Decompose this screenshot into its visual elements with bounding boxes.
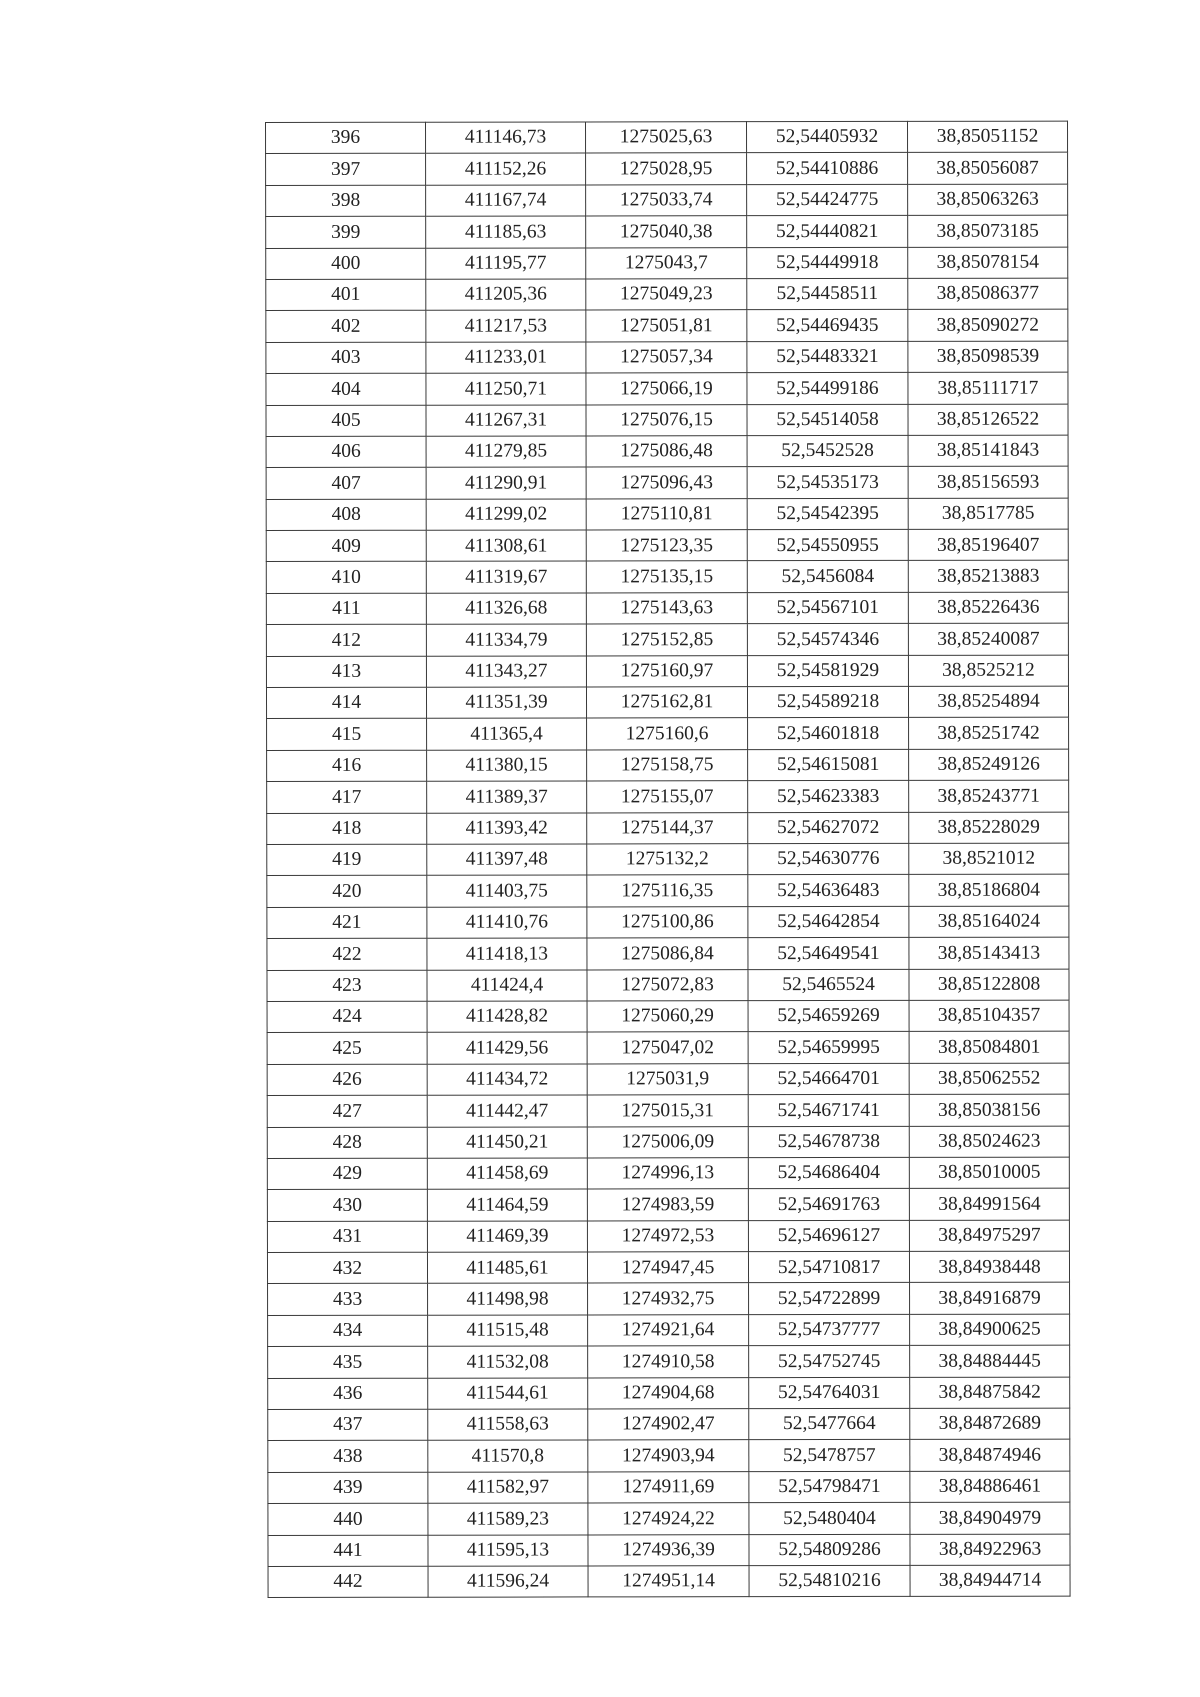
longitude-cell: 38,85086377: [908, 278, 1068, 310]
longitude-cell: 38,85196407: [908, 529, 1068, 561]
y-coordinate-cell: 1274911,69: [588, 1471, 749, 1503]
table-row: [268, 1314, 1070, 1347]
table-row: [268, 1408, 1070, 1441]
longitude-cell: 38,84904979: [910, 1502, 1070, 1534]
point-number-cell: 411: [266, 593, 426, 625]
y-coordinate-cell: 1275031,9: [587, 1063, 748, 1095]
longitude-cell: 38,85243771: [909, 780, 1069, 812]
longitude-cell: 38,85164024: [909, 906, 1069, 938]
longitude-cell: 38,85226436: [908, 592, 1068, 624]
latitude-cell: 52,54722899: [749, 1283, 910, 1315]
point-number-cell: 432: [267, 1252, 427, 1284]
x-coordinate-cell: 411397,48: [427, 844, 587, 876]
longitude-cell: 38,8525212: [908, 655, 1068, 687]
point-number-cell: 416: [267, 750, 427, 782]
longitude-cell: 38,85141843: [908, 435, 1068, 467]
point-number-cell: 412: [266, 624, 426, 656]
longitude-cell: 38,84874946: [910, 1440, 1070, 1472]
y-coordinate-cell: 1275144,37: [587, 812, 748, 844]
longitude-cell: 38,84944714: [910, 1565, 1070, 1597]
latitude-cell: 52,54630776: [748, 843, 909, 875]
longitude-cell: 38,84975297: [909, 1220, 1069, 1252]
y-coordinate-cell: 1274996,13: [587, 1158, 748, 1190]
x-coordinate-cell: 411558,63: [428, 1409, 588, 1441]
longitude-cell: 38,85213883: [908, 561, 1068, 593]
table-row: [266, 404, 1068, 437]
y-coordinate-cell: 1275006,09: [587, 1126, 748, 1158]
longitude-cell: 38,85078154: [908, 247, 1068, 279]
table-row: [266, 529, 1068, 562]
point-number-cell: 428: [267, 1127, 427, 1159]
point-number-cell: 417: [267, 781, 427, 813]
longitude-cell: 38,85098539: [908, 341, 1068, 373]
x-coordinate-cell: 411442,47: [427, 1095, 587, 1127]
table-row: [267, 1188, 1069, 1221]
latitude-cell: 52,5477664: [749, 1408, 910, 1440]
table-row: [268, 1440, 1070, 1473]
point-number-cell: 418: [267, 813, 427, 845]
latitude-cell: 52,5478757: [749, 1440, 910, 1472]
table-row: [267, 1220, 1069, 1253]
x-coordinate-cell: 411393,42: [427, 813, 587, 845]
longitude-cell: 38,85186804: [909, 874, 1069, 906]
point-number-cell: 399: [266, 216, 426, 248]
table-row: [268, 1377, 1070, 1410]
x-coordinate-cell: 411290,91: [426, 467, 586, 499]
latitude-cell: 52,54550955: [747, 529, 908, 561]
latitude-cell: 52,54410886: [747, 153, 908, 185]
x-coordinate-cell: 411389,37: [427, 781, 587, 813]
table-row: [267, 1126, 1069, 1159]
table-row: [268, 1565, 1070, 1598]
x-coordinate-cell: 411485,61: [427, 1252, 587, 1284]
point-number-cell: 441: [268, 1535, 428, 1567]
longitude-cell: 38,85111717: [908, 372, 1068, 404]
y-coordinate-cell: 1274932,75: [588, 1283, 749, 1315]
latitude-cell: 52,54671741: [748, 1094, 909, 1126]
x-coordinate-cell: 411515,48: [428, 1315, 588, 1347]
longitude-cell: 38,85251742: [909, 718, 1069, 750]
coordinates-table-body: [266, 121, 1071, 1598]
x-coordinate-cell: 411326,68: [426, 593, 586, 625]
x-coordinate-cell: 411308,61: [426, 530, 586, 562]
latitude-cell: 52,54696127: [748, 1220, 909, 1252]
latitude-cell: 52,54659269: [748, 1000, 909, 1032]
y-coordinate-cell: 1275143,63: [586, 593, 747, 625]
latitude-cell: 52,54567101: [747, 592, 908, 624]
table-row: [267, 1094, 1069, 1127]
latitude-cell: 52,54659995: [748, 1032, 909, 1064]
longitude-cell: 38,84938448: [909, 1251, 1069, 1283]
x-coordinate-cell: 411167,74: [426, 185, 586, 217]
x-coordinate-cell: 411532,08: [428, 1346, 588, 1378]
latitude-cell: 52,54469435: [747, 310, 908, 342]
latitude-cell: 52,54649541: [748, 938, 909, 970]
y-coordinate-cell: 1275116,35: [587, 875, 748, 907]
table-row: [266, 435, 1068, 468]
table-row: [266, 215, 1068, 248]
y-coordinate-cell: 1274903,94: [588, 1440, 749, 1472]
y-coordinate-cell: 1275096,43: [586, 467, 747, 499]
point-number-cell: 430: [267, 1189, 427, 1221]
longitude-cell: 38,84922963: [910, 1534, 1070, 1566]
table-row: [266, 592, 1068, 625]
longitude-cell: 38,85084801: [909, 1031, 1069, 1063]
latitude-cell: 52,54686404: [748, 1157, 909, 1189]
latitude-cell: 52,5452528: [747, 435, 908, 467]
longitude-cell: 38,84875842: [910, 1377, 1070, 1409]
longitude-cell: 38,85090272: [908, 309, 1068, 341]
latitude-cell: 52,54499186: [747, 373, 908, 405]
latitude-cell: 52,54710817: [748, 1251, 909, 1283]
point-number-cell: 427: [267, 1095, 427, 1127]
table-row: [267, 843, 1069, 876]
point-number-cell: 420: [267, 876, 427, 908]
x-coordinate-cell: 411418,13: [427, 938, 587, 970]
table-row: [266, 498, 1068, 531]
point-number-cell: 435: [268, 1346, 428, 1378]
x-coordinate-cell: 411464,59: [427, 1189, 587, 1221]
longitude-cell: 38,84886461: [910, 1471, 1070, 1503]
latitude-cell: 52,54615081: [748, 749, 909, 781]
table-row: [267, 1031, 1069, 1064]
latitude-cell: 52,54405932: [747, 121, 908, 153]
latitude-cell: 52,54678738: [748, 1126, 909, 1158]
table-row: [266, 466, 1068, 499]
x-coordinate-cell: 411205,36: [426, 279, 586, 311]
point-number-cell: 425: [267, 1033, 427, 1065]
table-row: [266, 309, 1068, 342]
longitude-cell: 38,85126522: [908, 404, 1068, 436]
y-coordinate-cell: 1274951,14: [588, 1566, 749, 1598]
point-number-cell: 415: [267, 719, 427, 751]
longitude-cell: 38,85122808: [909, 969, 1069, 1001]
table-row: [268, 1345, 1070, 1378]
y-coordinate-cell: 1275033,74: [586, 184, 747, 216]
table-row: [266, 184, 1068, 217]
y-coordinate-cell: 1274924,22: [588, 1503, 749, 1535]
latitude-cell: 52,54809286: [749, 1534, 910, 1566]
table-row: [267, 1000, 1069, 1033]
x-coordinate-cell: 411343,27: [426, 656, 586, 688]
x-coordinate-cell: 411410,76: [427, 907, 587, 939]
y-coordinate-cell: 1275135,15: [586, 561, 747, 593]
y-coordinate-cell: 1275123,35: [586, 530, 747, 562]
table-row: [267, 937, 1069, 970]
point-number-cell: 413: [266, 656, 426, 688]
table-row: [266, 561, 1068, 594]
point-number-cell: 400: [266, 248, 426, 280]
point-number-cell: 421: [267, 907, 427, 939]
y-coordinate-cell: 1275158,75: [587, 749, 748, 781]
latitude-cell: 52,54514058: [747, 404, 908, 436]
point-number-cell: 433: [268, 1284, 428, 1316]
table-row: [268, 1534, 1070, 1567]
y-coordinate-cell: 1275043,7: [586, 247, 747, 279]
longitude-cell: 38,85073185: [908, 215, 1068, 247]
point-number-cell: 407: [266, 468, 426, 500]
y-coordinate-cell: 1275152,85: [586, 624, 747, 656]
latitude-cell: 52,54535173: [747, 467, 908, 499]
x-coordinate-cell: 411434,72: [427, 1064, 587, 1096]
y-coordinate-cell: 1275110,81: [586, 498, 747, 530]
x-coordinate-cell: 411279,85: [426, 436, 586, 468]
longitude-cell: 38,84884445: [910, 1345, 1070, 1377]
point-number-cell: 405: [266, 405, 426, 437]
point-number-cell: 403: [266, 342, 426, 374]
y-coordinate-cell: 1275051,81: [586, 310, 747, 342]
latitude-cell: 52,54691763: [748, 1189, 909, 1221]
point-number-cell: 410: [266, 562, 426, 594]
y-coordinate-cell: 1275028,95: [586, 153, 747, 185]
longitude-cell: 38,84916879: [910, 1283, 1070, 1315]
table-row: [266, 152, 1068, 185]
latitude-cell: 52,54737777: [749, 1314, 910, 1346]
latitude-cell: 52,54581929: [747, 655, 908, 687]
x-coordinate-cell: 411380,15: [427, 750, 587, 782]
x-coordinate-cell: 411589,23: [428, 1503, 588, 1535]
table-row: [266, 121, 1068, 154]
table-row: [267, 718, 1069, 751]
latitude-cell: 52,54664701: [748, 1063, 909, 1095]
x-coordinate-cell: 411250,71: [426, 373, 586, 405]
x-coordinate-cell: 411365,4: [427, 718, 587, 750]
point-number-cell: 426: [267, 1064, 427, 1096]
x-coordinate-cell: 411195,77: [426, 248, 586, 280]
latitude-cell: 52,54642854: [748, 906, 909, 938]
latitude-cell: 52,5456084: [747, 561, 908, 593]
longitude-cell: 38,84991564: [909, 1188, 1069, 1220]
latitude-cell: 52,54798471: [749, 1471, 910, 1503]
x-coordinate-cell: 411498,98: [428, 1283, 588, 1315]
table-row: [266, 623, 1068, 656]
x-coordinate-cell: 411299,02: [426, 499, 586, 531]
y-coordinate-cell: 1275086,48: [586, 436, 747, 468]
latitude-cell: 52,54810216: [749, 1565, 910, 1597]
x-coordinate-cell: 411146,73: [426, 122, 586, 154]
longitude-cell: 38,84872689: [910, 1408, 1070, 1440]
table-row: [267, 969, 1069, 1002]
longitude-cell: 38,85143413: [909, 937, 1069, 969]
y-coordinate-cell: 1274902,47: [588, 1409, 749, 1441]
longitude-cell: 38,85056087: [908, 152, 1068, 184]
table-row: [267, 780, 1069, 813]
latitude-cell: 52,54483321: [747, 341, 908, 373]
x-coordinate-cell: 411570,8: [428, 1440, 588, 1472]
x-coordinate-cell: 411185,63: [426, 216, 586, 248]
x-coordinate-cell: 411334,79: [426, 624, 586, 656]
y-coordinate-cell: 1275072,83: [587, 969, 748, 1001]
point-number-cell: 434: [268, 1315, 428, 1347]
table-row: [267, 812, 1069, 845]
point-number-cell: 424: [267, 1001, 427, 1033]
longitude-cell: 38,85063263: [908, 184, 1068, 216]
y-coordinate-cell: 1274947,45: [587, 1252, 748, 1284]
latitude-cell: 52,54764031: [749, 1377, 910, 1409]
longitude-cell: 38,85038156: [909, 1094, 1069, 1126]
table-row: [267, 874, 1069, 907]
longitude-cell: 38,85156593: [908, 466, 1068, 498]
latitude-cell: 52,54623383: [748, 781, 909, 813]
longitude-cell: 38,85254894: [908, 686, 1068, 718]
longitude-cell: 38,85010005: [909, 1157, 1069, 1189]
latitude-cell: 52,54601818: [748, 718, 909, 750]
point-number-cell: 401: [266, 279, 426, 311]
point-number-cell: 442: [268, 1566, 428, 1598]
point-number-cell: 423: [267, 970, 427, 1002]
longitude-cell: 38,84900625: [910, 1314, 1070, 1346]
longitude-cell: 38,85240087: [908, 623, 1068, 655]
table-row: [268, 1502, 1070, 1535]
y-coordinate-cell: 1275015,31: [587, 1095, 748, 1127]
table-row: [267, 1251, 1069, 1284]
longitude-cell: 38,85051152: [907, 121, 1067, 153]
point-number-cell: 408: [266, 499, 426, 531]
x-coordinate-cell: 411217,53: [426, 310, 586, 342]
coordinates-table: [265, 121, 1071, 1599]
latitude-cell: 52,54449918: [747, 247, 908, 279]
x-coordinate-cell: 411450,21: [427, 1126, 587, 1158]
y-coordinate-cell: 1275049,23: [586, 279, 747, 311]
y-coordinate-cell: 1275160,97: [586, 655, 747, 687]
y-coordinate-cell: 1275047,02: [587, 1032, 748, 1064]
point-number-cell: 437: [268, 1409, 428, 1441]
latitude-cell: 52,54574346: [747, 624, 908, 656]
x-coordinate-cell: 411595,13: [428, 1535, 588, 1567]
table-row: [266, 655, 1068, 688]
point-number-cell: 431: [267, 1221, 427, 1253]
point-number-cell: 398: [266, 185, 426, 217]
table-row: [267, 1063, 1069, 1096]
x-coordinate-cell: 411469,39: [427, 1221, 587, 1253]
x-coordinate-cell: 411458,69: [427, 1158, 587, 1190]
x-coordinate-cell: 411428,82: [427, 1001, 587, 1033]
y-coordinate-cell: 1275066,19: [586, 373, 747, 405]
table-row: [266, 247, 1068, 280]
point-number-cell: 439: [268, 1472, 428, 1504]
point-number-cell: 404: [266, 373, 426, 405]
latitude-cell: 52,54458511: [747, 278, 908, 310]
table-row: [268, 1471, 1070, 1504]
x-coordinate-cell: 411351,39: [426, 687, 586, 719]
point-number-cell: 438: [268, 1441, 428, 1473]
latitude-cell: 52,54752745: [749, 1346, 910, 1378]
longitude-cell: 38,85024623: [909, 1126, 1069, 1158]
latitude-cell: 52,5480404: [749, 1503, 910, 1535]
table-row: [268, 1283, 1070, 1316]
x-coordinate-cell: 411403,75: [427, 875, 587, 907]
latitude-cell: 52,54440821: [747, 216, 908, 248]
point-number-cell: 414: [266, 687, 426, 719]
y-coordinate-cell: 1274921,64: [588, 1315, 749, 1347]
table-row: [266, 372, 1068, 405]
latitude-cell: 52,54627072: [748, 812, 909, 844]
latitude-cell: 52,54636483: [748, 875, 909, 907]
x-coordinate-cell: 411544,61: [428, 1378, 588, 1410]
point-number-cell: 409: [266, 530, 426, 562]
table-row: [267, 1157, 1069, 1190]
longitude-cell: 38,8517785: [908, 498, 1068, 530]
point-number-cell: 402: [266, 311, 426, 343]
longitude-cell: 38,85228029: [909, 812, 1069, 844]
longitude-cell: 38,85249126: [909, 749, 1069, 781]
table-row: [267, 906, 1069, 939]
table-row: [266, 278, 1068, 311]
point-number-cell: 440: [268, 1503, 428, 1535]
latitude-cell: 52,54424775: [747, 184, 908, 216]
x-coordinate-cell: 411152,26: [426, 153, 586, 185]
x-coordinate-cell: 411582,97: [428, 1472, 588, 1504]
point-number-cell: 422: [267, 938, 427, 970]
latitude-cell: 52,54589218: [747, 686, 908, 718]
point-number-cell: 429: [267, 1158, 427, 1190]
x-coordinate-cell: 411424,4: [427, 969, 587, 1001]
x-coordinate-cell: 411596,24: [428, 1566, 588, 1598]
longitude-cell: 38,85062552: [909, 1063, 1069, 1095]
y-coordinate-cell: 1274972,53: [587, 1220, 748, 1252]
point-number-cell: 419: [267, 844, 427, 876]
x-coordinate-cell: 411429,56: [427, 1032, 587, 1064]
y-coordinate-cell: 1275060,29: [587, 1001, 748, 1033]
point-number-cell: 397: [266, 154, 426, 186]
point-number-cell: 436: [268, 1378, 428, 1410]
y-coordinate-cell: 1274904,68: [588, 1377, 749, 1409]
y-coordinate-cell: 1275132,2: [587, 844, 748, 876]
y-coordinate-cell: 1275086,84: [587, 938, 748, 970]
point-number-cell: 396: [266, 122, 426, 154]
point-number-cell: 406: [266, 436, 426, 468]
y-coordinate-cell: 1275160,6: [587, 718, 748, 750]
y-coordinate-cell: 1275162,81: [586, 687, 747, 719]
y-coordinate-cell: 1275076,15: [586, 404, 747, 436]
longitude-cell: 38,8521012: [909, 843, 1069, 875]
y-coordinate-cell: 1275057,34: [586, 341, 747, 373]
latitude-cell: 52,54542395: [747, 498, 908, 530]
longitude-cell: 38,85104357: [909, 1000, 1069, 1032]
y-coordinate-cell: 1274910,58: [588, 1346, 749, 1378]
x-coordinate-cell: 411319,67: [426, 561, 586, 593]
table-row: [266, 686, 1068, 719]
table-row: [267, 749, 1069, 782]
y-coordinate-cell: 1274936,39: [588, 1534, 749, 1566]
y-coordinate-cell: 1275100,86: [587, 906, 748, 938]
y-coordinate-cell: 1275155,07: [587, 781, 748, 813]
y-coordinate-cell: 1275025,63: [586, 122, 747, 154]
x-coordinate-cell: 411267,31: [426, 404, 586, 436]
y-coordinate-cell: 1275040,38: [586, 216, 747, 248]
y-coordinate-cell: 1274983,59: [587, 1189, 748, 1221]
x-coordinate-cell: 411233,01: [426, 342, 586, 374]
table-row: [266, 341, 1068, 374]
latitude-cell: 52,5465524: [748, 969, 909, 1001]
